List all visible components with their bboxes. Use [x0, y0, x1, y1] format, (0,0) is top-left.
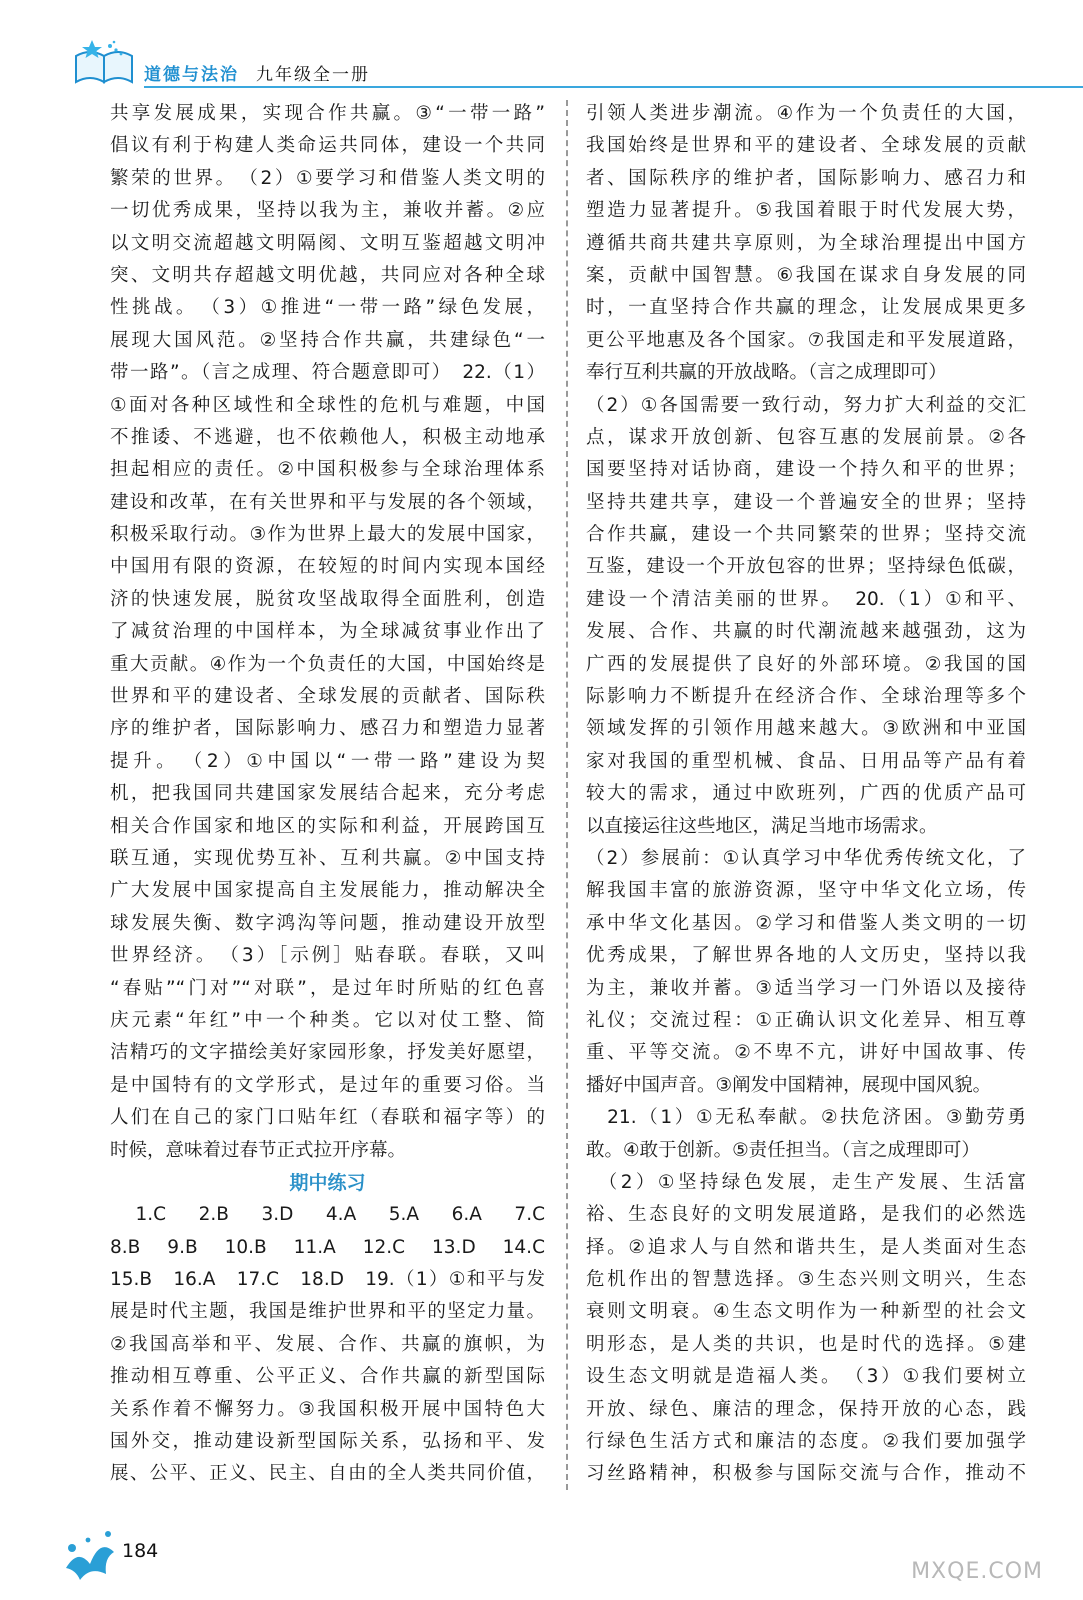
splash-decoration-icon — [60, 1518, 120, 1588]
answer-line: 展、公平、正义、民主、自由的全人类共同价值， — [110, 1463, 545, 1485]
text-line: 更公平地惠及各个国家。⑦我国走和平发展道路， — [586, 329, 1026, 351]
page-header — [70, 38, 470, 90]
answer-line: 1.C 2.B 3.D 4.A 5.A 6.A 7.C — [110, 1204, 545, 1226]
watermark — [843, 1516, 1043, 1586]
text-line: 遵循共商共建共享原则，为全球治理提出中国方 — [586, 232, 1026, 254]
text-line: 领域发挥的引领作用越来越大。③欧洲和中亚国 — [586, 718, 1026, 740]
text-line: 点，谋求开放创新、包容互惠的发展前景。②各 — [586, 426, 1026, 448]
text-line: （2）①坚持绿色发展，走生产发展、生活富 — [586, 1171, 1026, 1193]
answer-line: 展是时代主题，我国是维护世界和平的坚定力量。 — [110, 1301, 545, 1323]
text-line: （2）参展前：①认真学习中华优秀传统文化，了 — [586, 847, 1026, 869]
text-line: 重、平等交流。②不卑不亢，讲好中国故事、传 — [586, 1042, 1026, 1064]
text-line: 性挑战。 （3）①推进“一带一路”绿色发展， — [110, 297, 545, 319]
text-line: 择。②追求人与自然和谐共生，是人类面对生态 — [586, 1236, 1026, 1258]
section-title: 期中练习 — [289, 1171, 366, 1194]
text-line: 优秀成果，了解世界各地的人文历史，坚持以我 — [586, 945, 1026, 967]
answer-line: 8.B 9.B 10.B 11.A 12.C 13.D 14.C — [110, 1236, 545, 1258]
page-number: 184 — [122, 1540, 159, 1562]
answer-line: ②我国高举和平、发展、合作、共赢的旗帜，为 — [110, 1333, 545, 1355]
text-line: 案，贡献中国智慧。⑥我国在谋求自身发展的同 — [586, 264, 1026, 286]
text-line: 家对我国的重型机械、食品、日用品等产品有着 — [586, 750, 1026, 772]
text-line: 济的快速发展，脱贫攻坚战取得全面胜利，创造 — [110, 588, 545, 610]
answer-line: 国外交，推动建设新型国际关系，弘扬和平、发 — [110, 1431, 545, 1453]
text-line: 礼仪；交流过程：①正确认识文化差异、相互尊 — [586, 1009, 1026, 1031]
right-column — [586, 98, 1026, 1491]
text-line: 展现大国风范。②坚持合作共赢，共建绿色“一 — [110, 329, 545, 351]
book-logo-icon — [70, 38, 140, 90]
text-line: 较大的需求，通过中欧班列，广西的优质产品可 — [586, 783, 1026, 805]
text-line: 世界和平的建设者、全球发展的贡献者、国际秩 — [110, 686, 545, 708]
text-line: 担起相应的责任。②中国积极参与全球治理体系 — [110, 459, 545, 481]
text-line: 广大发展中国家提高自主发展能力，推动解决全 — [110, 880, 545, 902]
text-line: 了减贫治理的中国样本，为全球减贫事业作出了 — [110, 621, 545, 643]
text-line: 带一路”。（言之成理、符合题意即可） 22.（1） — [110, 362, 545, 384]
text-line: 繁荣的世界。 （2）①要学习和借鉴人类文明的 — [110, 167, 545, 189]
text-line: 不推诿、不逃避，也不依赖他人，积极主动地承 — [110, 426, 545, 448]
text-line: 时候，意味着过春节正式拉开序幕。 — [110, 1139, 407, 1161]
text-line: 坚持共建共享，建设一个普遍安全的世界；坚持 — [586, 491, 1026, 513]
text-line: 21.（1）①无私奉献。②扶危济困。③勤劳勇 — [586, 1107, 1026, 1129]
text-line: 合作共赢，建设一个共同繁荣的世界；坚持交流 — [586, 524, 1026, 546]
text-line: 时，一直坚持合作共赢的理念，让发展成果更多 — [586, 297, 1026, 319]
text-line: 国要坚持对话协商，建设一个持久和平的世界； — [586, 459, 1026, 481]
text-line: 序的维护者，国际影响力、感召力和塑造力显著 — [110, 718, 545, 740]
text-line: 敢。④敢于创新。⑤责任担当。（言之成理即可） — [586, 1139, 980, 1161]
column-divider — [566, 100, 568, 1490]
text-line: 危机作出的智慧选择。③生态兴则文明兴，生态 — [586, 1269, 1026, 1291]
text-line: 明形态，是人类的共识，也是时代的选择。⑤建 — [586, 1333, 1026, 1355]
text-line: 球发展失衡、数字鸿沟等问题，推动建设开放型 — [110, 912, 545, 934]
answer-line: 关系作着不懈努力。③我国积极开展中国特色大 — [110, 1398, 545, 1420]
page-footer — [60, 1518, 260, 1588]
text-line: 行绿色生活方式和廉洁的态度。②我们要加强学 — [586, 1431, 1026, 1453]
text-line: 联互通，实现优势互补、互利共赢。②中国支持 — [110, 847, 545, 869]
text-line: 习丝路精神，积极参与国际交流与合作，推动不 — [586, 1463, 1026, 1485]
text-line: 者、国际秩序的维护者，国际影响力、感召力和 — [586, 167, 1026, 189]
text-line: 以文明交流超越文明隔阂、文明互鉴超越文明冲 — [110, 232, 545, 254]
answer-line: 15.B 16.A 17.C 18.D 19.（1）①和平与发 — [110, 1269, 545, 1291]
text-line: 相关合作国家和地区的实际和利益，开展跨国互 — [110, 815, 545, 837]
text-line: 奉行互利共赢的开放战略。（言之成理即可） — [586, 362, 947, 384]
subject-title: 道德与法治 — [144, 65, 239, 85]
text-line: 以直接运往这些地区，满足当地市场需求。 — [586, 815, 938, 837]
text-line: 播好中国声音。③阐发中国精神，展现中国风貌。 — [586, 1074, 992, 1096]
text-line: 世界经济。 （3）［示例］贴春联。春联，又叫 — [110, 945, 545, 967]
text-line: 建设一个清洁美丽的世界。 20.（1）①和平、 — [586, 588, 1026, 610]
text-line: 重大贡献。④作为一个负责任的大国，中国始终是 — [110, 653, 545, 675]
text-line: “春贴”“门对”“对联”，是过年时所贴的红色喜 — [110, 977, 545, 999]
answer-line: 推动相互尊重、公平正义、合作共赢的新型国际 — [110, 1366, 545, 1388]
text-line: ①面对各种区域性和全球性的危机与难题，中国 — [110, 394, 545, 416]
text-line: 塑造力显著提升。⑤我国着眼于时代发展大势， — [586, 200, 1026, 222]
header-rule — [144, 86, 1083, 88]
text-line: 共享发展成果，实现合作共赢。③“一带一路” — [110, 103, 545, 124]
text-line: 我国始终是世界和平的建设者、全球发展的贡献 — [586, 135, 1026, 157]
text-line: 设生态文明就是造福人类。 （3）①我们要树立 — [586, 1366, 1026, 1388]
text-line: 机，把我国同共建国家发展结合起来，充分考虑 — [110, 783, 545, 805]
left-column — [110, 98, 545, 1491]
text-line: 中国用有限的资源，在较短的时间内实现本国经 — [110, 556, 545, 578]
text-line: 衰则文明衰。④生态文明作为一种新型的社会文 — [586, 1301, 1026, 1323]
text-line: 引领人类进步潮流。④作为一个负责任的大国， — [586, 103, 1026, 124]
text-line: 发展、合作、共赢的时代潮流越来越强劲，这为 — [586, 621, 1026, 643]
text-line: 裕、生态良好的文明发展道路，是我们的必然选 — [586, 1204, 1026, 1226]
text-line: 承中华文化基因。②学习和借鉴人类文明的一切 — [586, 912, 1026, 934]
grade-title: 九年级全一册 — [256, 65, 370, 85]
text-line: 广西的发展提供了良好的外部环境。②我国的国 — [586, 653, 1026, 675]
text-line: 提升。 （2）①中国以“一带一路”建设为契 — [110, 750, 545, 772]
text-line: 积极采取行动。③作为世界上最大的发展中国家， — [110, 524, 545, 546]
text-line: 际影响力不断提升在经济合作、全球治理等多个 — [586, 686, 1026, 708]
text-line: 倡议有利于构建人类命运共同体，建设一个共同 — [110, 135, 545, 157]
text-line: 是中国特有的文学形式，是过年的重要习俗。当 — [110, 1074, 545, 1096]
text-line: 建设和改革，在有关世界和平与发展的各个领域， — [110, 491, 545, 513]
text-line: 一切优秀成果，坚持以我为主，兼收并蓄。②应 — [110, 200, 545, 222]
text-line: 庆元素“年红”中一个种类。它以对仗工整、简 — [110, 1009, 545, 1031]
text-line: 人们在自己的家门口贴年红（春联和福字等）的 — [110, 1107, 545, 1129]
text-line: 解我国丰富的旅游资源，坚守中华文化立场，传 — [586, 880, 1026, 902]
text-line: 互鉴，建设一个开放包容的世界；坚持绿色低碳， — [586, 556, 1026, 578]
text-line: 为主，兼收并蓄。③适当学习一门外语以及接待 — [586, 977, 1026, 999]
text-line: （2）①各国需要一致行动，努力扩大利益的交汇 — [586, 394, 1026, 416]
text-line: 洁精巧的文字描绘美好家园形象，抒发美好愿望， — [110, 1042, 545, 1064]
text-line: 开放、绿色、廉洁的理念，保持开放的心态，践 — [586, 1398, 1026, 1420]
watermark-text: MXQE.COM — [911, 1559, 1043, 1584]
text-line: 突、文明共存超越文明优越，共同应对各种全球 — [110, 264, 545, 286]
